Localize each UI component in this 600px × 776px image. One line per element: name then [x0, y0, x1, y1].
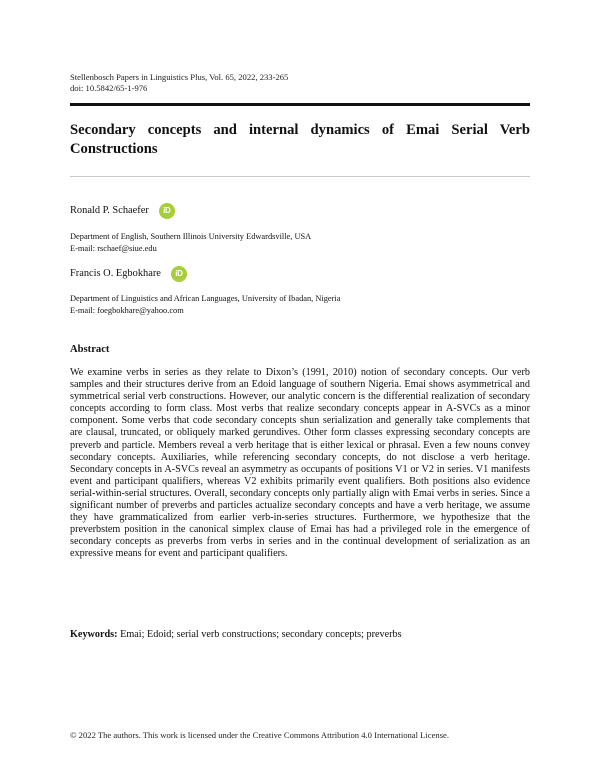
journal-doi[interactable]: doi: 10.5842/65-1-976: [70, 83, 148, 93]
author-1: [70, 203, 175, 219]
abstract-body: We examine verbs in series as they relate to Dixon’s (1991, 2010) notion of secondary concepts. Our verb samples and their structures derive from an Edoid language of southern Nigeria. Emai shows asymmetrical and symmetrical serial verb constructions. However, our analytic concern is the differential realization of secondary concepts according to form class. Most verbs that realize secondary concepts appear in A-SVCs as a minor component. Some verbs that code secondary concepts shun serialization and generally take complements that are clausal, truncated, or obliquely marked gerundives. Other form classes expressing secondary concepts are preverb and particle. Members reveal a verb heritage that is either lexical or phrasal. Even a few nouns convey secondary concepts. Auxiliaries, while referencing secondary concepts, do not disclose a verb heritage. Secondary concepts in A-SVCs reveal an asymmetry as occupants of positions V1 or V2 in series. V1 manifests event and participant qualifiers, whereas V2 exhibits primarily event qualifiers. Both positions also evidence serial-within-serial structures. Overall, secondary concepts only partially align with Emai verbs in series. Since a significant number of preverbs and particles actualize secondary concepts and have a verb heritage, we assume they have grammaticalized from earlier verb-in-series structures. Furthermore, we hypothesize that the preverbstem position in the canonical simplex clause of Emai has had a privileged role in the emergence of secondary concepts as preverbs from verbs in series and in the continual development of serialization as an expressive means for event and participant qualifiers.: [70, 367, 530, 560]
keywords: [70, 628, 530, 641]
author-1-affiliation: [70, 231, 311, 254]
title-rule: [70, 176, 530, 177]
orcid-icon[interactable]: iD: [159, 203, 175, 219]
journal-header: [70, 72, 288, 94]
license-footer: © 2022 The authors. This work is licensed under the Creative Commons Attribution 4.0 International License.: [70, 730, 450, 740]
abstract-heading: Abstract: [70, 344, 110, 355]
keywords-label: Keywords:: [70, 629, 118, 640]
author-1-email[interactable]: E-mail: rschaef@siue.edu: [70, 243, 157, 253]
paper-title: Secondary concepts and internal dynamics of Emai Serial Verb Constructions: [70, 122, 530, 157]
author-1-department: Department of English, Southern Illinois University Edwardsville, USA: [70, 232, 312, 241]
author-2-name: Francis O. Egbokhare: [70, 268, 161, 279]
orcid-icon[interactable]: iD: [171, 266, 187, 282]
author-2-email[interactable]: E-mail: foegbokhare@yahoo.com: [70, 305, 184, 315]
author-1-name: Ronald P. Schaefer: [70, 205, 149, 216]
header-rule: [70, 103, 530, 106]
author-2: [70, 266, 187, 282]
author-2-department: Department of Linguistics and African Languages, University of Ibadan, Nigeria: [70, 294, 341, 303]
author-2-affiliation: [70, 293, 340, 316]
keywords-list: Emai; Edoid; serial verb constructions; secondary concepts; preverbs: [117, 629, 402, 640]
journal-citation: Stellenbosch Papers in Linguistics Plus, Vol. 65, 2022, 233-265: [70, 72, 289, 82]
